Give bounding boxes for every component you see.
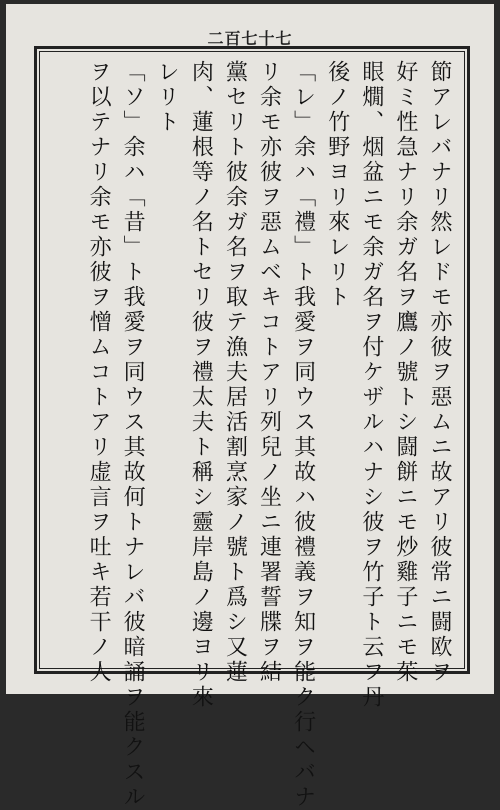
page-number: 二百七十七	[207, 29, 293, 48]
book-page	[6, 4, 494, 810]
text-line: 「ソ」余ハ「昔」ト我愛ヲ同ウス其故何トナレバ彼暗誦ヲ能クスル	[120, 60, 146, 810]
text-line: リ余モ亦彼ヲ惡ムベキコトアリ列兒ノ坐ニ連署誓牒ヲ結	[256, 60, 282, 685]
text-line: 後ノ竹野ヨリ來レリト	[324, 60, 350, 310]
text-line: ヲ以テナリ余モ亦彼ヲ憎ムコトアリ虚言ヲ吐キ若干ノ人	[86, 60, 112, 685]
text-line: 眼燗、烟盆ニモ余ガ名ヲ付ケザルハナシ彼ヲ竹子ト云フ丹	[358, 60, 384, 710]
text-line: 節アレバナリ然レドモ亦彼ヲ惡ムニ故アリ彼常ニ闘欧ヲ	[427, 60, 452, 685]
vertical-text-body	[44, 60, 456, 810]
text-line: 「レ」余ハ「禮」ト我愛ヲ同ウス其故ハ彼禮義ヲ知ヲ能ク行ヘバナ	[290, 60, 316, 810]
text-line: 肉、蓮根等ノ名トセリ彼ヲ禮太夫ト稱シ靈岸島ノ邊ヨリ來	[188, 60, 214, 710]
text-line: レリト	[154, 60, 180, 135]
text-line: 黨セリト彼余ガ名ヲ取テ漁夫居活割烹家ノ號ト爲シ又蓮	[222, 60, 248, 685]
text-line: 好ミ性急ナリ余ガ名ヲ鷹ノ號トシ闘餅ニモ炒雞子ニモ茱	[392, 60, 418, 685]
